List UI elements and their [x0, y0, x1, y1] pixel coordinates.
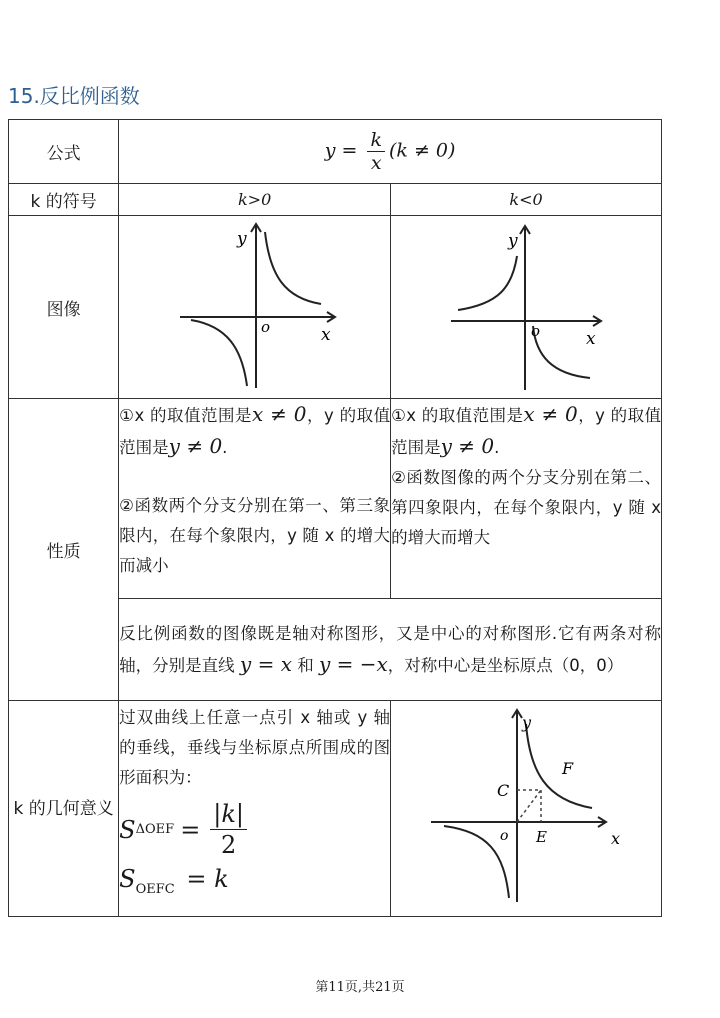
- props-pos-line1: [119, 399, 390, 463]
- geo-s1-eq: =: [180, 815, 201, 844]
- geo-figure: [396, 702, 656, 912]
- section-title: 15.反比例函数: [8, 84, 140, 108]
- geo-s1-sub: ΔOEF: [135, 821, 175, 837]
- props-pos-p2: ②函数两个分支分别在第一、第三象限内，在每个象限内，y 随 x 的增大而减小: [119, 496, 391, 575]
- geo-description: 过双曲线上任意一点引 x 轴或 y 轴的垂线，垂线与坐标原点所围成的图形面积为：: [119, 708, 391, 787]
- props-neg-p1e: y ≠ 0: [440, 434, 495, 458]
- props-pos-p1a: ①x 的取值范围是: [119, 406, 253, 425]
- geo-formula-1: [119, 799, 390, 860]
- formula-y: y: [324, 139, 336, 162]
- formula-fraction: [367, 129, 385, 174]
- props-neg-p1d: 的取值范围是: [391, 406, 662, 457]
- props-common-eq1: y = x: [239, 651, 292, 676]
- graph-neg-origin-label: o: [531, 322, 541, 340]
- formula-cell: [119, 120, 662, 184]
- props-common-and: 和: [297, 655, 314, 675]
- geo-s1-main: S: [119, 815, 136, 844]
- graph-pos-origin-label: o: [260, 318, 270, 336]
- props-pos-p1b: x ≠ 0: [252, 402, 307, 426]
- label-formula: 公式: [9, 120, 119, 184]
- props-positive: [119, 399, 391, 599]
- geo-s1-num: |k|: [210, 799, 247, 830]
- graph-neg-x-label: x: [586, 329, 596, 349]
- graph-k-negative: [396, 216, 656, 394]
- graph-neg-y-label: y: [508, 231, 518, 251]
- props-common-a: 反比例函数的图像既是轴对称图形，又是中心的对称图形.它有两条对称轴，分别是直线: [119, 623, 661, 675]
- geo-fig-x: x: [611, 828, 621, 848]
- formula-numerator: k: [367, 129, 385, 152]
- inverse-function-table: [8, 119, 662, 917]
- page-footer: 第11页,共21页: [315, 980, 405, 995]
- props-neg-p1f: .: [494, 438, 500, 457]
- graph-pos-x-label: x: [320, 325, 331, 345]
- sign-negative: k<0: [391, 184, 662, 216]
- formula-denominator: x: [370, 152, 382, 174]
- props-neg-p1c: ，y: [577, 406, 605, 425]
- geo-s2-sub: OEFC: [135, 881, 175, 897]
- geo-fig-e: E: [536, 827, 547, 846]
- geo-s2-eq: = k: [186, 865, 229, 893]
- geo-figure-cell: [391, 701, 662, 917]
- geo-fig-c: C: [497, 780, 510, 800]
- geo-formula-2: [119, 864, 390, 905]
- geo-s2-main: S: [119, 865, 136, 893]
- props-neg-p1b: x ≠ 0: [523, 402, 578, 426]
- geo-s1-den: 2: [221, 831, 237, 859]
- graph-k-positive: [125, 216, 385, 394]
- graph-negative-cell: [391, 216, 662, 399]
- props-common-eq2: y = −x: [318, 651, 388, 676]
- props-pos-p1e: y ≠ 0: [168, 434, 223, 458]
- props-common: [119, 599, 662, 701]
- props-pos-p1c: ，y: [306, 406, 334, 425]
- props-neg-p1a: ①x 的取值范围是: [391, 406, 524, 425]
- graph-positive-cell: [119, 216, 391, 399]
- label-geometric: k 的几何意义: [9, 701, 119, 917]
- geo-fig-o: o: [500, 827, 509, 844]
- props-pos-p1f: .: [222, 438, 228, 457]
- geo-text-cell: [119, 701, 391, 917]
- formula-eq: =: [341, 139, 358, 162]
- props-neg-p2: ②函数图像的两个分支分别在第二、第四象限内，在每个象限内，y 随 x 的增大而增大: [391, 468, 661, 547]
- props-common-b: ，对称中心是坐标原点（0，0）: [387, 655, 624, 675]
- props-pos-p1d: 的取值范围是: [119, 406, 391, 457]
- geo-fig-f: F: [562, 758, 574, 778]
- graph-pos-y-label: y: [236, 229, 247, 249]
- label-graph: 图像: [9, 216, 119, 399]
- props-negative: [391, 399, 662, 599]
- label-sign: k 的符号: [9, 184, 119, 216]
- geo-s1-fraction: [210, 799, 247, 860]
- props-neg-line1: [391, 399, 661, 463]
- sign-positive: k>0: [119, 184, 391, 216]
- label-properties: 性质: [9, 399, 119, 701]
- formula-condition: (k ≠ 0): [389, 139, 456, 162]
- geo-fig-y: y: [522, 712, 532, 732]
